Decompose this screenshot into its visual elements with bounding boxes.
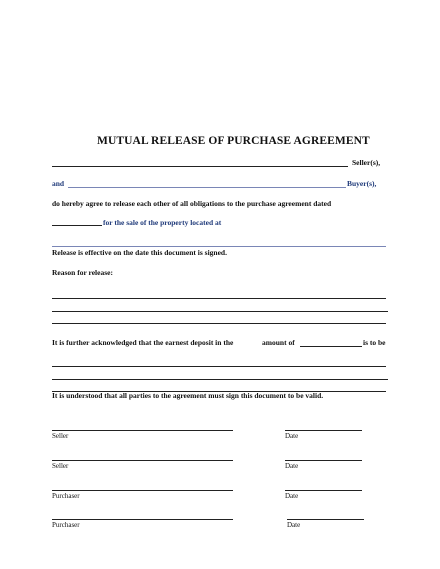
page-title: MUTUAL RELEASE OF PURCHASE AGREEMENT xyxy=(97,135,370,147)
deposit-text-2: is to be xyxy=(363,338,386,347)
deposit-line-2[interactable] xyxy=(52,379,388,380)
sellers-name-line[interactable] xyxy=(52,166,348,167)
signature-line[interactable] xyxy=(52,519,233,520)
date-line[interactable] xyxy=(285,490,362,491)
date-line[interactable] xyxy=(285,430,362,431)
signature-line[interactable] xyxy=(52,430,233,431)
reason-line-1[interactable] xyxy=(52,298,386,299)
date-label: Date xyxy=(285,492,299,500)
deposit-amount-label: amount of xyxy=(262,338,295,347)
agree-text: do hereby agree to release each other of all obligations to the purchase agreement dated xyxy=(52,199,332,208)
date-line[interactable] xyxy=(285,460,362,461)
signature-role: Seller xyxy=(52,432,69,440)
signature-line[interactable] xyxy=(52,460,233,461)
reason-line-2[interactable] xyxy=(52,311,388,312)
deposit-amount-line[interactable] xyxy=(300,346,362,347)
property-text: for the sale of the property located at xyxy=(103,218,222,227)
deposit-line-1[interactable] xyxy=(52,366,386,367)
reason-line-3[interactable] xyxy=(52,323,386,324)
valid-text: It is understood that all parties to the agreement must sign this document to be valid. xyxy=(52,391,324,400)
and-label: and xyxy=(52,179,65,188)
date-line[interactable] xyxy=(287,519,364,520)
signature-role: Seller xyxy=(52,462,69,470)
sellers-label: Seller(s), xyxy=(352,158,381,167)
property-address-line[interactable] xyxy=(52,246,386,247)
date-label: Date xyxy=(285,432,299,440)
reason-label: Reason for release: xyxy=(52,268,113,277)
date-label: Date xyxy=(287,521,301,529)
signature-role: Purchaser xyxy=(52,492,80,500)
buyers-label: Buyer(s), xyxy=(347,179,377,188)
buyers-name-line[interactable] xyxy=(68,187,346,188)
date-label: Date xyxy=(285,462,299,470)
signature-line[interactable] xyxy=(52,490,233,491)
signature-role: Purchaser xyxy=(52,521,80,529)
deposit-text-1: It is further acknowledged that the earnest deposit in the xyxy=(52,338,234,347)
agreement-date-line[interactable] xyxy=(52,225,102,226)
effective-text: Release is effective on the date this document is signed. xyxy=(52,248,227,257)
